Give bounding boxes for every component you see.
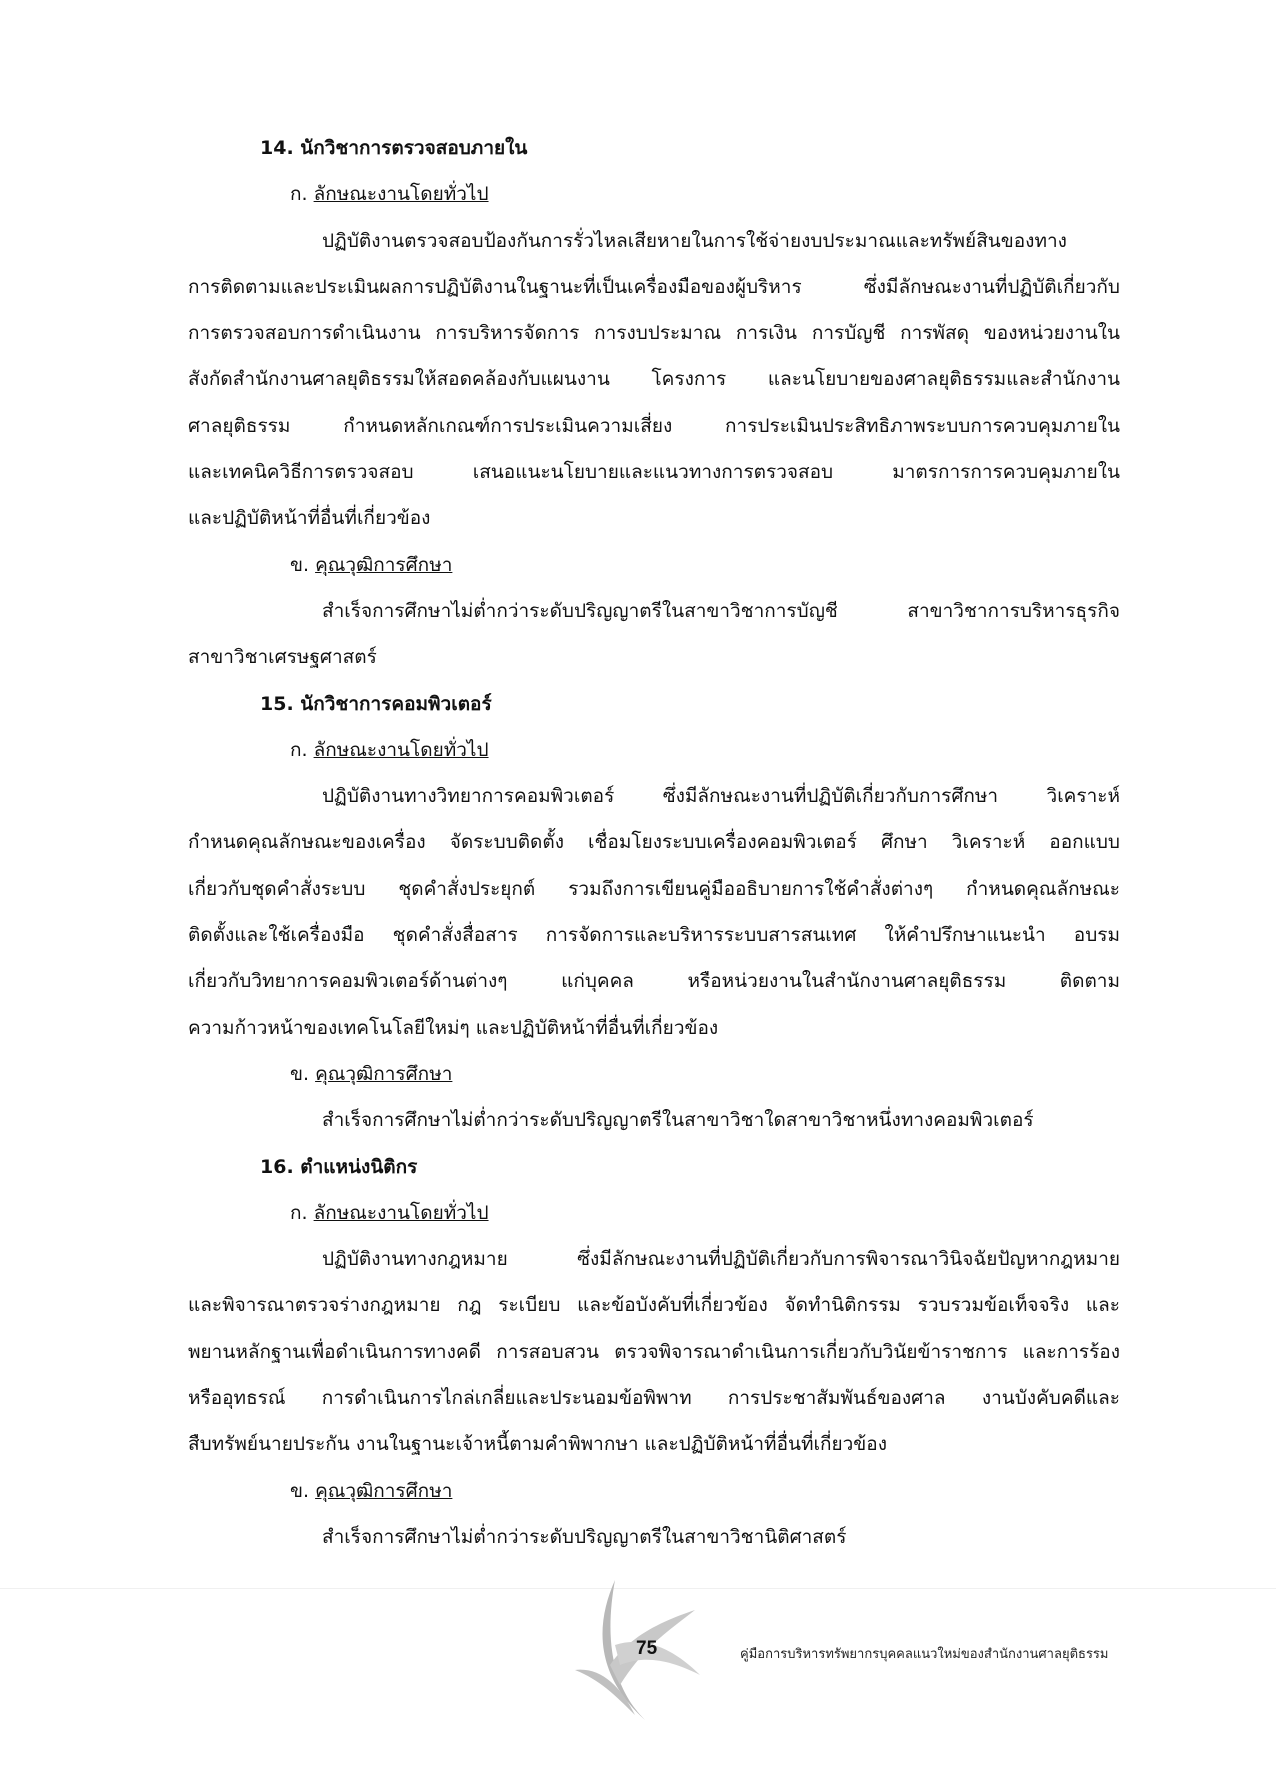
qualification-heading <box>188 542 1120 588</box>
subsection-prefix: ก. <box>290 183 308 206</box>
section-heading: 15. นักวิชาการคอมพิวเตอร์ <box>260 692 492 715</box>
paragraph-line: สำเร็จการศึกษาไม่ต่ำกว่าระดับปริญญาตรีในสาขาวิชาการบัญชี สาขาวิชาการบริหารธุรกิจ <box>322 599 1120 622</box>
qualification-heading <box>188 1051 1120 1097</box>
paragraph-line: การตรวจสอบการดำเนินงาน การบริหารจัดการ การงบประมาณ การเงิน การบัญชี การพัสดุ ของหน่วยงานใน <box>188 322 1120 345</box>
paragraph-line: เกี่ยวกับชุดคำสั่งระบบ ชุดคำสั่งประยุกต์ รวมถึงการเขียนคู่มืออธิบายการใช้คำสั่งต่างๆ กำหนดคุณลักษณะ <box>188 877 1120 900</box>
section-heading: 14. นักวิชาการตรวจสอบภายใน <box>260 137 528 159</box>
paragraph-line: สืบทรัพย์นายประกัน งานในฐานะเจ้าหนี้ตามคำพิพากษา และปฏิบัติหน้าที่อื่นที่เกี่ยวข้อง <box>188 1433 887 1456</box>
paragraph-line: ปฏิบัติงานทางวิทยาการคอมพิวเตอร์ ซึ่งมีลักษณะงานที่ปฏิบัติเกี่ยวกับการศึกษา วิเคราะห์ <box>322 785 1120 808</box>
subsection-title: คุณวุฒิการศึกษา <box>315 1062 453 1085</box>
subsection-prefix: ก. <box>290 1201 308 1224</box>
job-description-heading <box>188 1190 1120 1236</box>
paragraph-line: และเทคนิควิธีการตรวจสอบ เสนอแนะนโยบายและแนวทางการตรวจสอบ มาตรการการควบคุมภายใน <box>188 461 1120 484</box>
section-heading: 16. ตำแหน่งนิติกร <box>260 1155 418 1178</box>
document-body <box>188 125 1120 1560</box>
paragraph-line: กำหนดคุณลักษณะของเครื่อง จัดระบบติดตั้ง เชื่อมโยงระบบเครื่องคอมพิวเตอร์ ศึกษา วิเคราะห์ ออกแบบ <box>188 831 1120 854</box>
paragraph-line: ความก้าวหน้าของเทคโนโลยีใหม่ๆ และปฏิบัติหน้าที่อื่นที่เกี่ยวข้อง <box>188 1016 719 1039</box>
paragraph-line: การติดตามและประเมินผลการปฏิบัติงานในฐานะที่เป็นเครื่องมือของผู้บริหาร ซึ่งมีลักษณะงานที่ปฏิบัติเกี่ยวกับ <box>188 275 1120 298</box>
paragraph-line: ปฏิบัติงานตรวจสอบป้องกันการรั่วไหลเสียหายในการใช้จ่ายงบประมาณและทรัพย์สินของทาง <box>322 229 1067 252</box>
paragraph-line: ติดตั้งและใช้เครื่องมือ ชุดคำสั่งสื่อสาร การจัดการและบริหารระบบสารสนเทศ ให้คำปรึกษาแนะนำ อบรม <box>188 924 1120 947</box>
paragraph-line: และพิจารณาตรวจร่างกฎหมาย กฎ ระเบียบ และข้อบังคับที่เกี่ยวข้อง จัดทำนิติกรรม รวบรวมข้อเท็จจริง และ <box>188 1294 1120 1317</box>
job-description-heading <box>188 171 1120 217</box>
paragraph-line: ปฏิบัติงานทางกฎหมาย ซึ่งมีลักษณะงานที่ปฏิบัติเกี่ยวกับการพิจารณาวินิจฉัยปัญหากฎหมาย <box>322 1248 1120 1271</box>
paragraph-line: สำเร็จการศึกษาไม่ต่ำกว่าระดับปริญญาตรีในสาขาวิชาใดสาขาวิชาหนึ่งทางคอมพิวเตอร์ <box>322 1109 1034 1132</box>
paragraph-line: ศาลยุติธรรม กำหนดหลักเกณฑ์การประเมินความเสี่ยง การประเมินประสิทธิภาพระบบการควบคุมภายใน <box>188 414 1120 437</box>
subsection-title: คุณวุฒิการศึกษา <box>315 1479 453 1502</box>
paragraph-line: เกี่ยวกับวิทยาการคอมพิวเตอร์ด้านต่างๆ แก่บุคคล หรือหน่วยงานในสำนักงานศาลยุติธรรม ติดตาม <box>188 970 1120 993</box>
subsection-prefix: ข. <box>290 1479 310 1502</box>
footer-title: คู่มือการบริหารทรัพยากรบุคคลแนวใหม่ของสำนักงานศาลยุติธรรม <box>740 1647 1109 1662</box>
paragraph-line: พยานหลักฐานเพื่อดำเนินการทางคดี การสอบสวน ตรวจพิจารณาดำเนินการเกี่ยวกับวินัยข้าราชการ และการร้อง <box>188 1340 1120 1363</box>
job-description-heading <box>188 727 1120 773</box>
paragraph-line: สำเร็จการศึกษาไม่ต่ำกว่าระดับปริญญาตรีในสาขาวิชานิติศาสตร์ <box>322 1525 847 1548</box>
subsection-prefix: ก. <box>290 738 308 761</box>
page-number: 75 <box>636 1638 658 1659</box>
subsection-prefix: ข. <box>290 553 310 576</box>
paragraph-line: สังกัดสำนักงานศาลยุติธรรมให้สอดคล้องกับแผนงาน โครงการ และนโยบายของศาลยุติธรรมและสำนักงาน <box>188 368 1120 391</box>
paragraph-line: หรืออุทธรณ์ การดำเนินการไกล่เกลี่ยและประนอมข้อพิพาท การประชาสัมพันธ์ของศาล งานบังคับคดีและ <box>188 1387 1120 1410</box>
subsection-title: ลักษณะงานโดยทั่วไป <box>313 183 489 206</box>
subsection-prefix: ข. <box>290 1062 310 1085</box>
paragraph-line: และปฏิบัติหน้าที่อื่นที่เกี่ยวข้อง <box>188 507 431 530</box>
paragraph-line: สาขาวิชาเศรษฐศาสตร์ <box>188 646 377 669</box>
subsection-title: ลักษณะงานโดยทั่วไป <box>313 1201 489 1224</box>
subsection-title: คุณวุฒิการศึกษา <box>315 553 453 576</box>
qualification-heading <box>188 1468 1120 1514</box>
subsection-title: ลักษณะงานโดยทั่วไป <box>313 738 489 761</box>
